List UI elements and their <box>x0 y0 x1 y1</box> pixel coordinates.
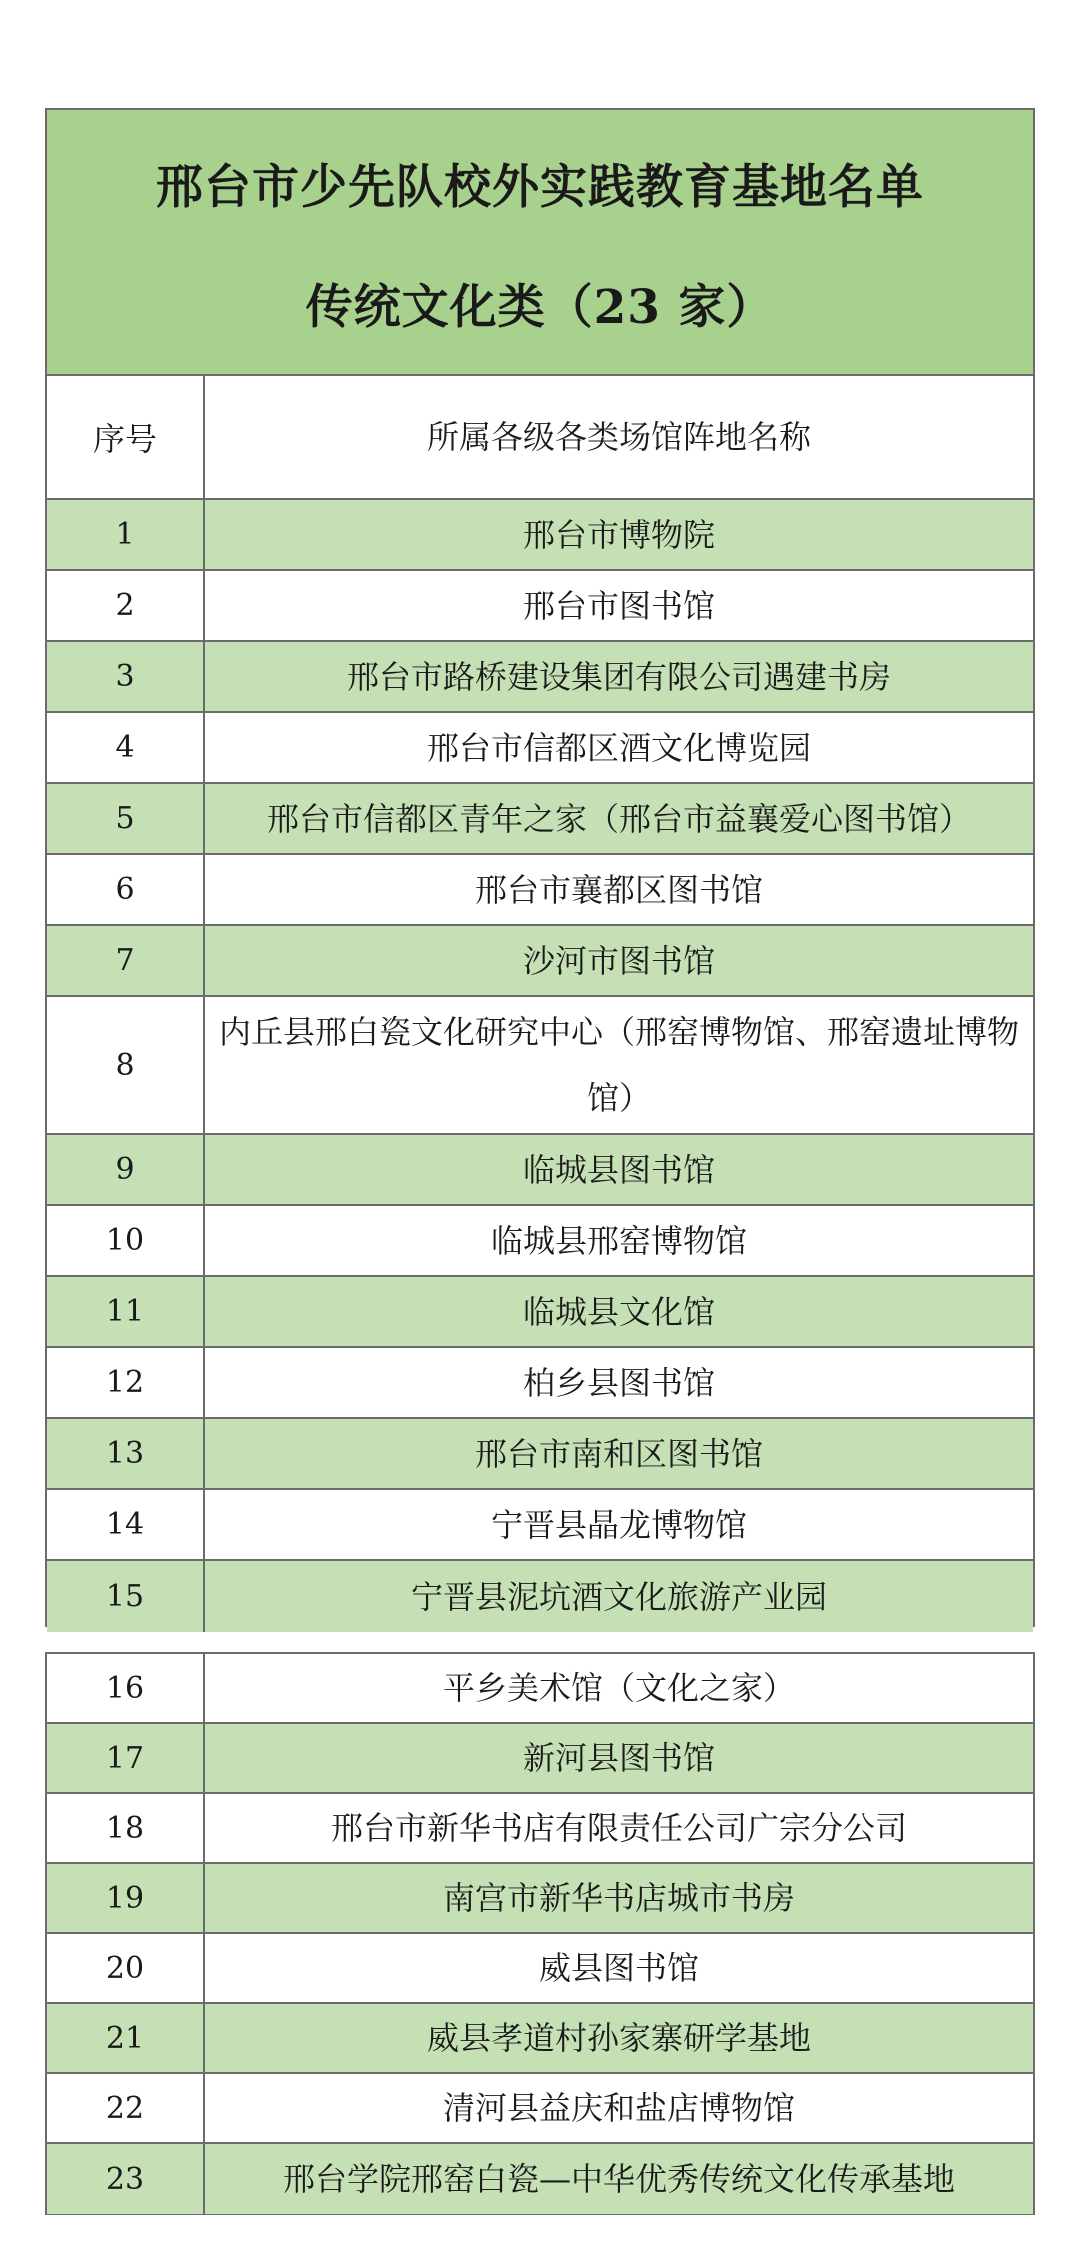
row-number: 9 <box>47 1135 205 1204</box>
row-venue-name: 宁晋县泥坑酒文化旅游产业园 <box>410 1577 827 1616</box>
row-number: 6 <box>47 855 205 924</box>
row-number: 23 <box>47 2144 205 2214</box>
list-table-part-2 <box>45 1652 1035 2215</box>
table-row <box>47 571 1033 642</box>
row-number: 4 <box>47 713 205 782</box>
row-number: 11 <box>47 1277 205 1346</box>
row-venue-name: 平乡美术馆（文化之家） <box>442 1669 795 1707</box>
row-number: 22 <box>47 2074 205 2142</box>
row-number: 19 <box>47 1864 205 1932</box>
table-row <box>47 2144 1033 2214</box>
row-venue-name: 柏乡县图书馆 <box>522 1363 715 1402</box>
row-number: 21 <box>47 2004 205 2072</box>
row-venue-name: 邢台市襄都区图书馆 <box>474 870 763 909</box>
table-header <box>47 110 1033 376</box>
row-venue-name: 邢台市南和区图书馆 <box>474 1434 763 1473</box>
table-row <box>47 926 1033 997</box>
row-venue-name: 邢台市信都区青年之家（邢台市益襄爱心图书馆） <box>266 799 971 838</box>
row-number: 13 <box>47 1419 205 1488</box>
page-title: 邢台市少先队校外实践教育基地名单 <box>156 160 924 215</box>
table-row <box>47 1490 1033 1561</box>
list-table-part-1 <box>45 108 1035 1627</box>
row-number: 20 <box>47 1934 205 2002</box>
row-venue-name: 临城县文化馆 <box>522 1292 715 1331</box>
column-header-row <box>47 376 1033 500</box>
row-venue-name: 邢台市博物院 <box>522 515 715 554</box>
table-row <box>47 1794 1033 1864</box>
page-subtitle: 传统文化类（23 家） <box>305 280 775 335</box>
row-venue-name: 威县孝道村孙家寨研学基地 <box>426 2019 811 2057</box>
row-venue-name: 南宫市新华书店城市书房 <box>442 1879 795 1917</box>
row-venue-name: 临城县图书馆 <box>522 1150 715 1189</box>
row-number: 8 <box>47 997 205 1133</box>
row-number: 2 <box>47 571 205 640</box>
table-row <box>47 2074 1033 2144</box>
table-row <box>47 1348 1033 1419</box>
row-venue-name: 沙河市图书馆 <box>522 941 715 980</box>
table-row <box>47 997 1033 1135</box>
row-number: 1 <box>47 500 205 569</box>
table-row <box>47 1654 1033 1724</box>
row-venue-name: 临城县邢窑博物馆 <box>490 1221 747 1260</box>
row-number: 14 <box>47 1490 205 1559</box>
row-venue-name: 邢台市图书馆 <box>522 586 715 625</box>
row-venue-name: 清河县益庆和盐店博物馆 <box>442 2089 795 2127</box>
row-venue-name: 邢台学院邢窑白瓷—中华优秀传统文化传承基地 <box>282 2160 955 2198</box>
table-row <box>47 855 1033 926</box>
table-row <box>47 784 1033 855</box>
row-venue-name: 宁晋县晶龙博物馆 <box>490 1505 747 1544</box>
table-row <box>47 1724 1033 1794</box>
table-row <box>47 1277 1033 1348</box>
row-venue-name: 邢台市信都区酒文化博览园 <box>426 728 811 767</box>
row-number: 18 <box>47 1794 205 1862</box>
column-header-name: 所属各级各类场馆阵地名称 <box>426 418 811 456</box>
row-venue-name: 邢台市新华书店有限责任公司广宗分公司 <box>330 1809 907 1847</box>
table-row <box>47 1561 1033 1632</box>
row-number: 10 <box>47 1206 205 1275</box>
row-venue-name: 新河县图书馆 <box>522 1739 715 1777</box>
row-venue-name: 邢台市路桥建设集团有限公司遇建书房 <box>346 657 891 696</box>
row-venue-name: 内丘县邢白瓷文化研究中心（邢窑博物馆、邢窑遗址博物馆） <box>218 1013 1019 1117</box>
table-row <box>47 2004 1033 2074</box>
table-row <box>47 1864 1033 1934</box>
column-header-number: 序号 <box>47 376 205 498</box>
row-number: 7 <box>47 926 205 995</box>
row-number: 15 <box>47 1561 205 1632</box>
table-row <box>47 642 1033 713</box>
table-row <box>47 1135 1033 1206</box>
row-number: 16 <box>47 1654 205 1722</box>
row-number: 3 <box>47 642 205 711</box>
row-venue-name: 威县图书馆 <box>538 1949 699 1987</box>
row-number: 17 <box>47 1724 205 1792</box>
row-number: 12 <box>47 1348 205 1417</box>
table-row <box>47 500 1033 571</box>
table-row <box>47 713 1033 784</box>
table-row <box>47 1419 1033 1490</box>
table-row <box>47 1206 1033 1277</box>
row-number: 5 <box>47 784 205 853</box>
table-row <box>47 1934 1033 2004</box>
